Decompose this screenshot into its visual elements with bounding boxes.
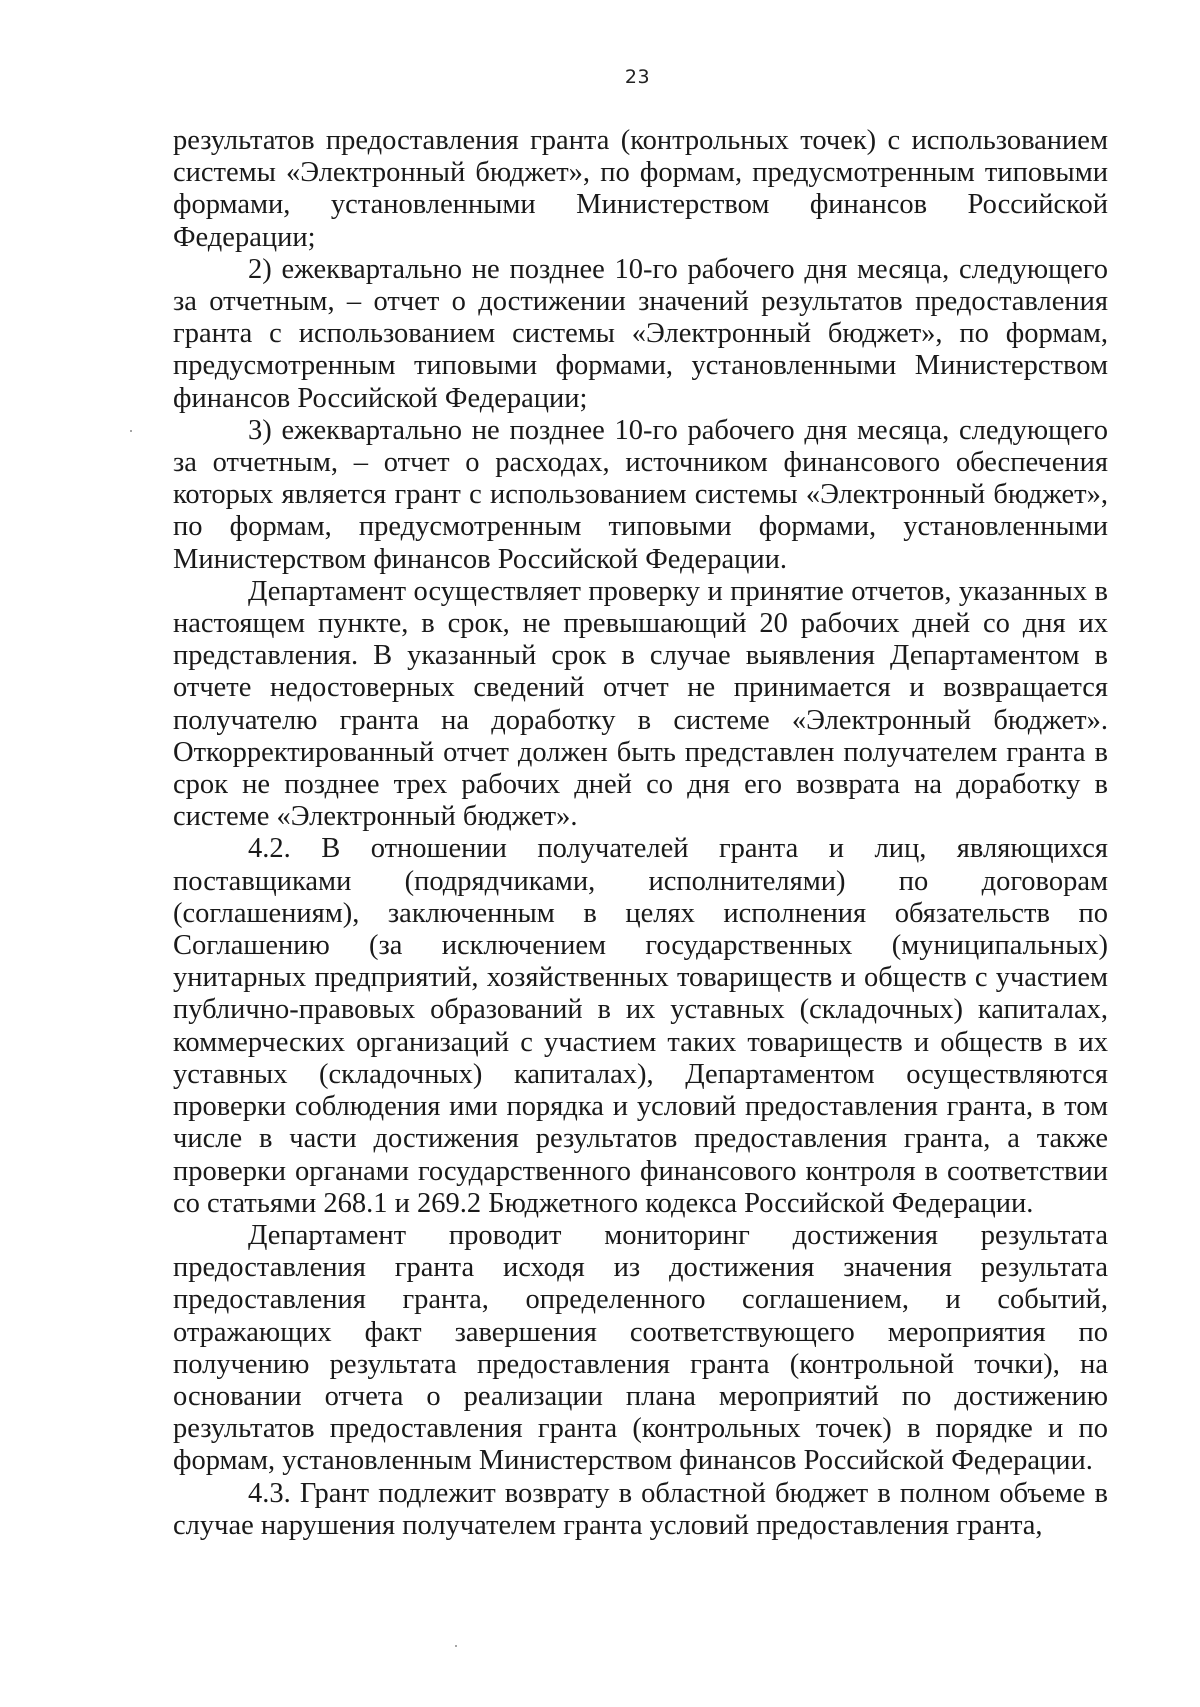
document-body [173,125,1108,1542]
paragraph-4-3: 4.3. Грант подлежит возврату в областной бюджет в полном объеме в случае нарушения получателем гранта условий предоставления гранта, [173,1477,1108,1541]
paragraph-monitoring: Департамент проводит мониторинг достижения результата предоставления гранта исходя из достижения значения результата предоставления гранта, определенного соглашением, и событий, отражающих факт завершения соответствующего мероприятия по получению результата предоставления гранта (контрольной точки), на основании отчета о реализации плана мероприятий по достижению результатов предоставления гранта (контрольных точек) в порядке и по формам, установленным Министерством финансов Российской Федерации. [173,1219,1108,1477]
paragraph-report-check: Департамент осуществляет проверку и принятие отчетов, указанных в настоящем пункте, в срок, не превышающий 20 рабочих дней со дня их представления. В указанный срок в случае выявления Департаментом в отчете недостоверных сведений отчет не принимается и возвращается получателю гранта на доработку в системе «Электронный бюджет». Откорректированный отчет должен быть представлен получателем гранта в срок не позднее трех рабочих дней со дня его возврата на доработку в системе «Электронный бюджет». [173,575,1108,833]
paragraph-item-2: 2) ежеквартально не позднее 10-го рабочего дня месяца, следующего за отчетным, – отчет о достижении значений результатов предоставления гранта с использованием системы «Электронный бюджет», по формам, предусмотренным типовыми формами, установленными Министерством финансов Российской Федерации; [173,253,1108,414]
paragraph-continuation: результатов предоставления гранта (контрольных точек) с использованием системы «Электронный бюджет», по формам, предусмотренным типовыми формами, установленными Министерством финансов Российской Федерации; [173,125,1108,253]
paragraph-4-2: 4.2. В отношении получателей гранта и лиц, являющихся поставщиками (подрядчиками, исполнителями) по договорам (соглашениям), заключенным в целях исполнения обязательств по Соглашению (за исключением государственных (муниципальных) унитарных предприятий, хозяйственных товариществ и обществ с участием публично-правовых образований в их уставных (складочных) капиталах, коммерческих организаций с участием таких товариществ и обществ в их уставных (складочных) капиталах), Департаментом осуществляются проверки соблюдения ими порядка и условий предоставления гранта, в том числе в части достижения результатов предоставления гранта, а также проверки органами государственного финансового контроля в соответствии со статьями 268.1 и 269.2 Бюджетного кодекса Российской Федерации. [173,833,1108,1219]
scan-speck [130,430,132,432]
paragraph-item-3: 3) ежеквартально не позднее 10-го рабочего дня месяца, следующего за отчетным, – отчет о расходах, источником финансового обеспечения которых является грант с использованием системы «Электронный бюджет», по формам, предусмотренным типовыми формами, установленными Министерством финансов Российской Федерации. [173,414,1108,575]
page-number: 23 [624,66,651,88]
scan-speck [455,1645,457,1647]
